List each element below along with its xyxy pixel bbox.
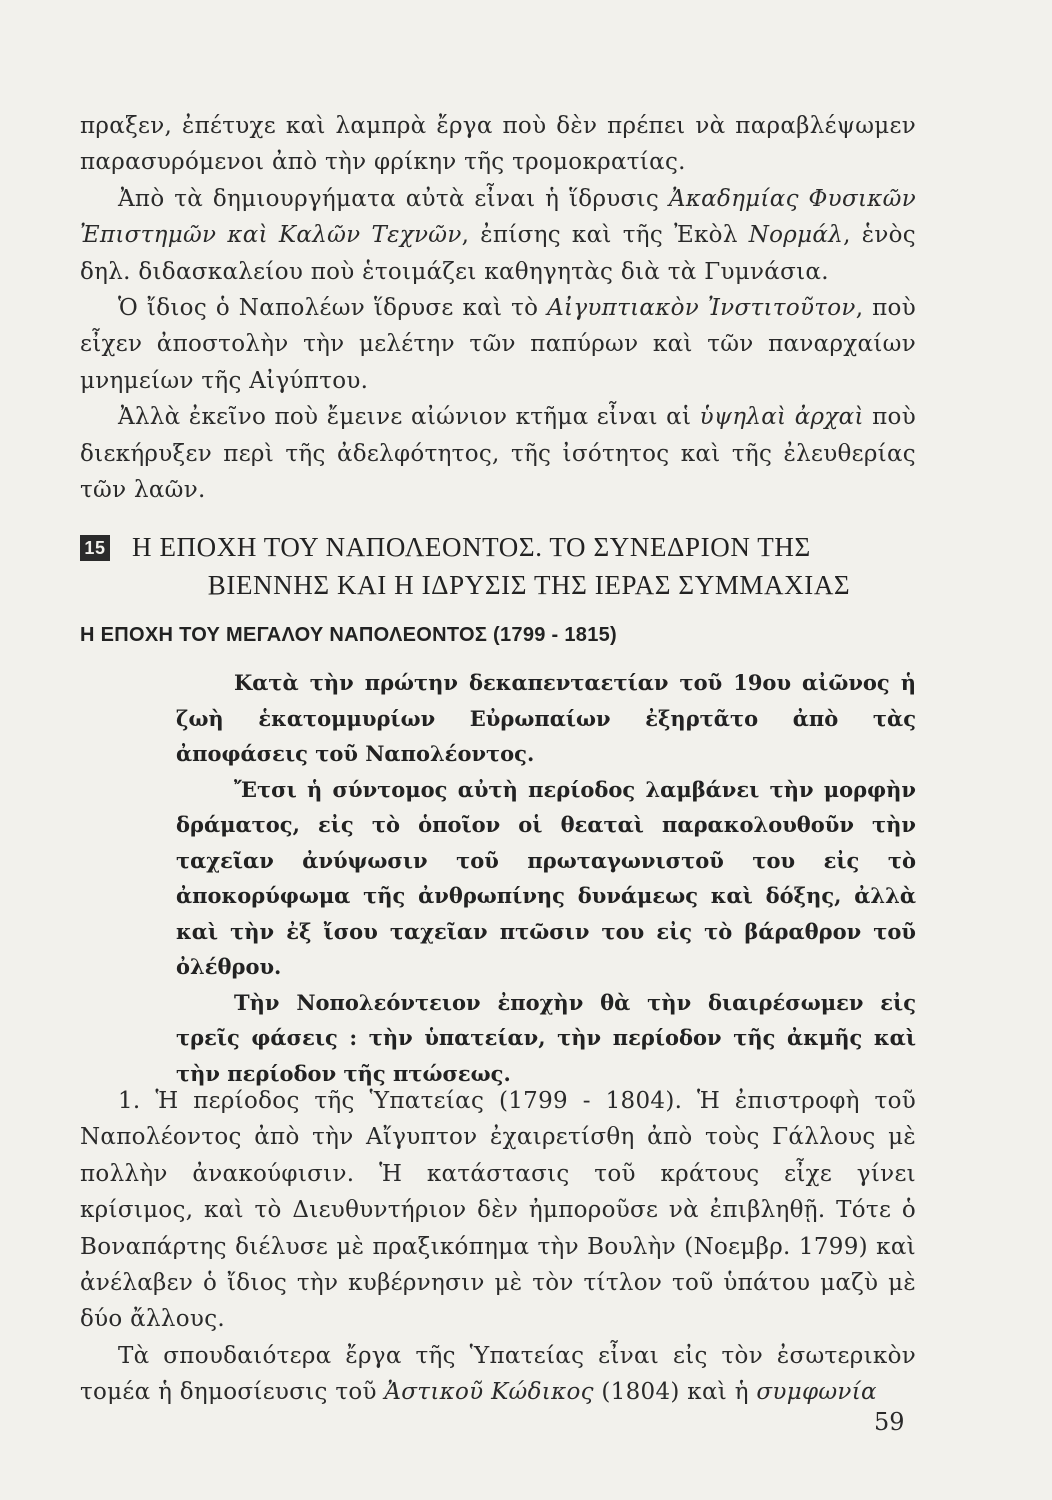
italic-term: Ἀκαδημίας Φυσικῶν Ἐπιστημῶν καὶ Καλῶν Τεχνῶν — [80, 185, 916, 249]
summary-paragraph: Κατὰ τὴν πρώτην δεκαπενταετίαν τοῦ 19ου αἰῶνος ἡ ζωὴ ἑκατομμυρίων Εὐρωπαίων ἐξηρτᾶτο ἀπὸ τὰς ἀποφάσεις τοῦ Ναπολέοντος. — [176, 670, 916, 766]
subheading: Η ΕΠΟΧΗ ΤΟΥ ΜΕΓΑΛΟΥ ΝΑΠΟΛΕΟΝΤΟΣ (1799 - 1815) — [80, 624, 617, 646]
text-span: Τὰ σπουδαιότερα ἔργα τῆς Ὑπατείας εἶναι εἰς τὸν ἐσωτερικὸν τομέα ἡ δημοσίευσις τοῦ — [80, 1342, 916, 1406]
summary-paragraph: Τὴν Νοπολεόντειον ἐποχὴν θὰ τὴν διαιρέσωμεν εἰς τρεῖς φάσεις : τὴν ὑπατείαν, τὴν περίοδον τῆς ἀκμῆς καὶ τὴν περίοδον τῆς πτώσεως. — [176, 989, 916, 1086]
paragraph-consulate — [80, 1083, 916, 1338]
summary-paragraph: Ἔτσι ἡ σύντομος αὐτὴ περίοδος λαμβάνει τὴν μορφὴν δράματος, εἰς τὸ ὁποῖον οἱ θεαταὶ παρακολουθοῦν τὴν ταχεῖαν ἀνύψωσιν τοῦ πρωταγωνιστοῦ του εἰς τὸ ἀποκορύφωμα τῆς ἀνθρωπίνης δυνάμεως καὶ δόξης, ἀλλὰ καὶ τὴν ἐξ ἴσου ταχεῖαν πτῶσιν του εἰς τὸ βάραθρον τοῦ ὀλέθρου. — [176, 776, 916, 979]
text-span: , ἑνὸς δηλ. διδασκαλείου ποὺ ἑτοιμάζει καθηγητὰς διὰ τὰ Γυμνάσια. — [80, 222, 916, 285]
summary-block — [176, 665, 916, 1091]
page-number: 59 — [874, 1408, 905, 1436]
text-span: ποὺ διεκήρυξεν περὶ τῆς ἀδελφότητος, τῆς ἰσότητος καὶ τῆς ἐλευθερίας τῶν λαῶν. — [80, 404, 916, 504]
section-heading-line2: ΒΙΕΝΝΗΣ ΚΑΙ Η ΙΔΡΥΣΙΣ ΤΗΣ ΙΕΡΑΣ ΣΥΜΜΑΧΙΑΣ — [207, 570, 851, 600]
section-number-badge: 15 — [80, 535, 110, 561]
italic-term: ὑψηλαὶ ἀρχαὶ — [699, 404, 864, 431]
italic-term: Ἀστικοῦ Κώδικος — [384, 1379, 594, 1406]
paragraph-egyptian-institute — [80, 290, 916, 399]
text-span: Ἀπὸ τὰ δημιουργήματα αὐτὰ εἶναι ἡ ἵδρυσις — [118, 185, 669, 212]
paragraph-academies — [80, 181, 916, 290]
text-span: 1. Ἡ περίοδος τῆς Ὑπατείας (1799 - 1804). Ἡ ἐπιστροφὴ τοῦ Ναπολέοντος ἀπὸ τὴν Αἴγυπτον ἐχαιρετίσθη ἀπὸ τοὺς Γάλλους μὲ πολλὴν ἀνακούφισιν. Ἡ κατάστασις τοῦ κράτους εἶχε γίνει κρίσιμος, καὶ τὸ Διευθυντήριον δὲν ἠμποροῦσε νὰ ἐπιβληθῇ. Τότε ὁ Βοναπάρτης διέλυσε μὲ πραξικόπημα τὴν Βουλὴν (Νοεμβρ. 1799) καὶ ἀνέλαβεν ὁ ἴδιος τὴν κυβέρνησιν μὲ τὸν τίτλον τοῦ ὑπάτου μαζὺ μὲ δύο ἄλλους. — [80, 1088, 916, 1333]
lower-text-block — [80, 1083, 916, 1411]
text-span: πραξεν, ἐπέτυχε καὶ λαμπρὰ ἔργα ποὺ δὲν πρέπει νὰ παραβλέψωμεν παρασυρόμενοι ἀπὸ τὴν φρίκην τῆς τρομοκρατίας. — [80, 113, 916, 176]
italic-term: Νορμάλ — [748, 222, 844, 249]
italic-term: συμφωνία — [756, 1379, 877, 1406]
top-text-block — [80, 108, 916, 508]
text-span: Ἀλλὰ ἐκεῖνο ποὺ ἔμεινε αἰώνιον κτῆμα εἶναι αἱ — [118, 404, 700, 431]
text-span: (1804) καὶ ἡ — [593, 1379, 757, 1406]
paragraph-principles — [80, 399, 916, 508]
section-15 — [80, 528, 916, 1091]
text-span: , ἐπίσης καὶ τῆς Ἐκὸλ — [461, 222, 749, 249]
section-heading — [80, 528, 916, 604]
italic-term: Αἰγυπτιακὸν Ἰνστιτοῦτον — [547, 295, 856, 322]
text-span: , ποὺ εἶχεν ἀποστολὴν τὴν μελέτην τῶν παπύρων καὶ τῶν παναρχαίων μνημείων τῆς Αἰγύπτου. — [80, 295, 916, 394]
section-heading-line1: Η ΕΠΟΧΗ ΤΟΥ ΝΑΠΟΛΕΟΝΤΟΣ. ΤΟ ΣΥΝΕΔΡΙΟΝ ΤΗΣ — [132, 532, 811, 562]
paragraph-consulate-works — [80, 1338, 916, 1411]
text-span: Ὁ ἴδιος ὁ Ναπολέων ἵδρυσε καὶ τὸ — [118, 295, 548, 322]
paragraph-revolution-works — [80, 108, 916, 181]
